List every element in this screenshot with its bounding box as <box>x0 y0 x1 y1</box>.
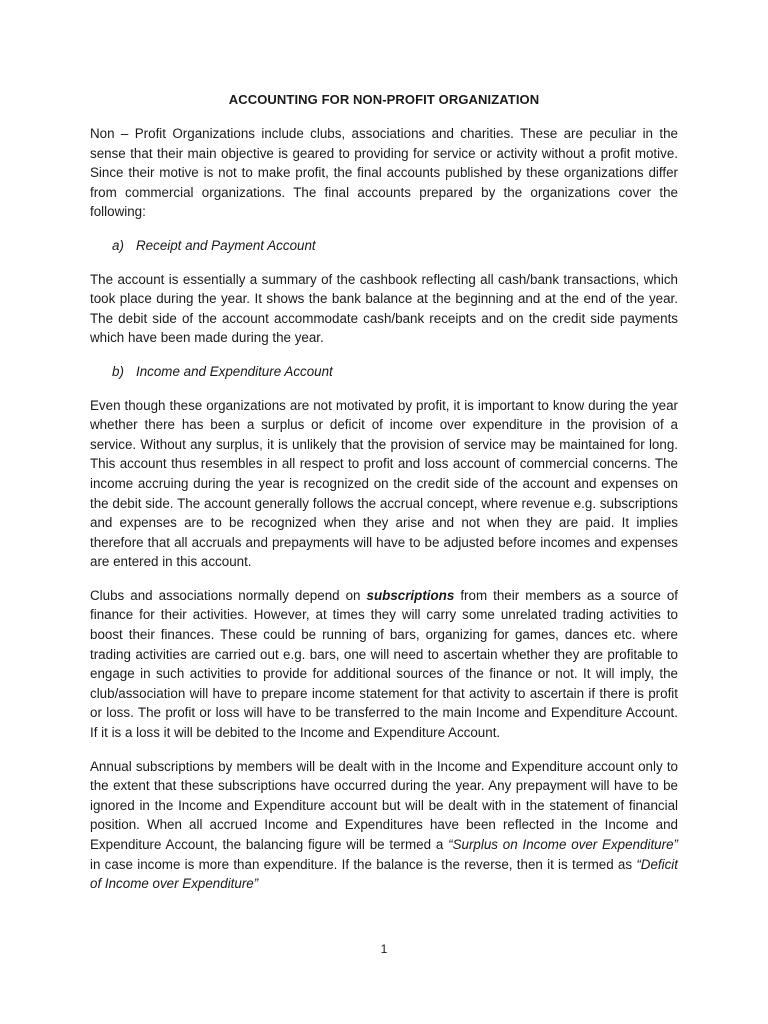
subheading-text: Receipt and Payment Account <box>136 237 316 253</box>
receipt-payment-paragraph: The account is essentially a summary of the cashbook reflecting all cash/bank transactions, which took place during the year. It shows the bank balance at the beginning and at the end of the year. The debit side of the account accommodate cash/bank receipts and on the credit side payments which have been made during the year. <box>90 271 678 346</box>
text-run: Clubs and associations normally depend on <box>90 587 367 603</box>
emphasis-surplus: “Surplus on Income over Expenditure” <box>448 837 678 852</box>
emphasis-subscriptions: subscriptions <box>366 587 455 603</box>
text-run: in case income is more than expenditure. If the balance is the reverse, then it is termed as <box>90 856 637 872</box>
text-run: Annual subscriptions by members will be dealt with in the Income and Expenditure account only to the extent that these subscriptions have occurred during the year. Any prepayment will have to be ignored in the Income and Expenditure account but will be dealt with in the statement of financial position. When all accrued Income and Expenditures have been reflected in the Income and Expenditure Account, the balancing figure will be termed a <box>90 758 678 852</box>
text-run: from their members as a source of finance for their activities. However, at times they will carry some unrelated trading activities to boost their finances. These could be running of bars, organizing for games, dances etc. where trading activities are carried out e.g. bars, one will need to ascertain whether they are profitable to engage in such activities to provide for additional sources of the finance or not. It will imply, the club/association will have to prepare income statement for that activity to ascertain if there is profit or loss. The profit or loss will have to be transferred to the main Income and Expenditure Account. If it is a loss it will be debited to the Income and Expenditure Account. <box>90 587 678 741</box>
annual-subscriptions-paragraph <box>90 757 678 894</box>
list-marker: b) <box>112 363 124 379</box>
subheading-text: Income and Expenditure Account <box>136 363 333 379</box>
subheading-receipt-payment <box>90 236 678 256</box>
income-expenditure-paragraph: Even though these organizations are not motivated by profit, it is important to know during the year whether there has been a surplus or deficit of income over expenditure in the provision of a service. Without any surplus, it is unlikely that the provision of service may be maintained for long. This account thus resembles in all respect to profit and loss account of commercial concerns. The income accruing during the year is recognized on the credit side of the account and expenses on the debit side. The account generally follows the accrual concept, where revenue e.g. subscriptions and expenses are to be recognized when they arise and not when they are paid. It implies therefore that all accruals and prepayments will have to be adjusted before incomes and expenses are entered in this account. <box>90 397 678 570</box>
page-title: ACCOUNTING FOR NON-PROFIT ORGANIZATION <box>228 92 540 107</box>
list-marker: a) <box>112 237 124 253</box>
intro-paragraph: Non – Profit Organizations include clubs, associations and charities. These are peculiar in the sense that their main objective is geared to providing for service or activity without a profit motive. Since their motive is not to make profit, the final accounts published by these organizations differ from commercial organizations. The final accounts prepared by the organizations cover the following: <box>90 126 678 220</box>
subheading-income-expenditure <box>90 362 678 382</box>
page-number: 1 <box>380 942 388 956</box>
clubs-associations-paragraph <box>90 586 678 743</box>
emphasis-deficit: “Deficit of Income over Expenditure” <box>90 856 678 892</box>
